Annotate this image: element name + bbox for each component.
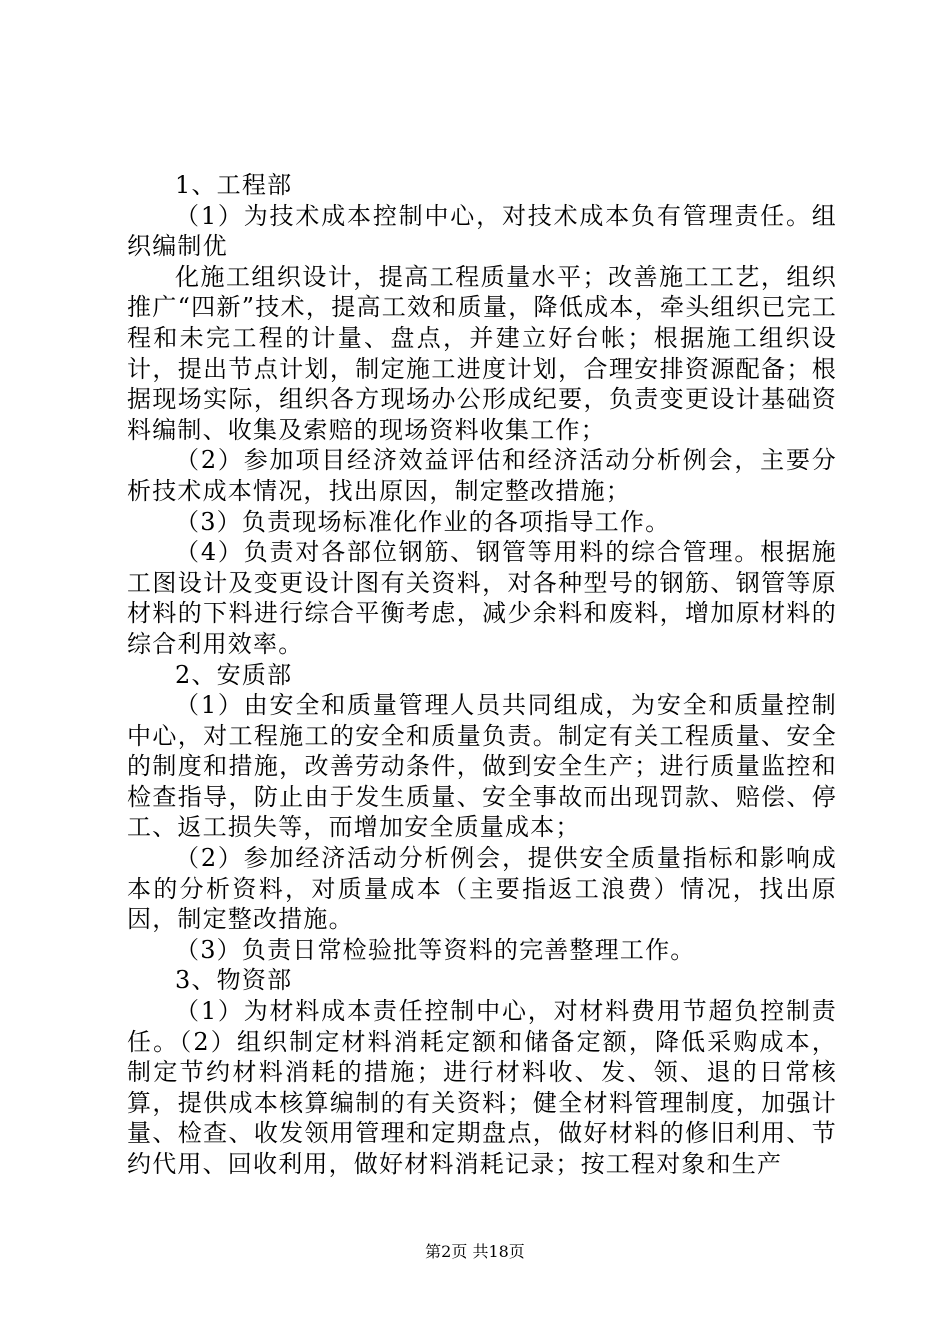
paragraph: （3）负责日常检验批等资料的完善整理工作。 — [175, 935, 696, 964]
paragraph: （2）参加项目经济效益评估和经济活动分析例会，主要分析技术成本情况，找出原因，制定整改措施； — [127, 446, 837, 505]
paragraph: （3）负责现场标准化作业的各项指导工作。 — [175, 507, 671, 536]
page-number-footer: 第2页 共18页 — [425, 1242, 525, 1261]
section-heading-safety-quality: 2、安质部 — [175, 660, 293, 689]
section-heading-materials: 3、物资部 — [175, 966, 293, 995]
document-body — [127, 170, 837, 1180]
paragraph: （2）参加经济活动分析例会，提供安全质量指标和影响成本的分析资料，对质量成本（主要指返工浪费）情况，找出原因，制定整改措施。 — [127, 844, 837, 934]
paragraph: （1）为技术成本控制中心，对技术成本负有管理责任。组织编制优 — [127, 201, 837, 261]
paragraph: （1）由安全和质量管理人员共同组成，为安全和质量控制中心，对工程施工的安全和质量负责。制定有关工程质量、安全的制度和措施，改善劳动条件，做到安全生产；进行质量监控和检查指导，防止由于发生质量、安全事故而出现罚款、赔偿、停工、返工损失等，而增加安全质量成本； — [127, 691, 837, 842]
section-heading-engineering: 1、工程部 — [175, 171, 293, 199]
paragraph: （1）为材料成本责任控制中心，对材料费用节超负控制责任。（2）组织制定材料消耗定额和储备定额，降低采购成本，制定节约材料消耗的措施；进行材料收、发、领、退的日常核算，提供成本核算编制的有关资料；健全材料管理制度，加强计量、检查、收发领用管理和定期盘点，做好材料的修旧利用、节约代用、回收利用，做好材料消耗记录；按工程对象和生产 — [127, 997, 837, 1178]
paragraph: 化施工组织设计，提高工程质量水平；改善施工工艺，组织推广“四新”技术，提高工效和质量，降低成本，牵头组织已完工程和未完工程的计量、盘点，并建立好台帐；根据施工组织设计，提出节点计划，制定施工进度计划，合理安排资源配备；根据现场实际，组织各方现场办公形成纪要，负责变更设计基础资料编制、收集及索赔的现场资料收集工作； — [127, 262, 837, 444]
paragraph: （4）负责对各部位钢筋、钢管等用料的综合管理。根据施工图设计及变更设计图有关资料，对各种型号的钢筋、钢管等原材料的下料进行综合平衡考虑，减少余料和废料，增加原材料的综合利用效率。 — [127, 538, 837, 658]
